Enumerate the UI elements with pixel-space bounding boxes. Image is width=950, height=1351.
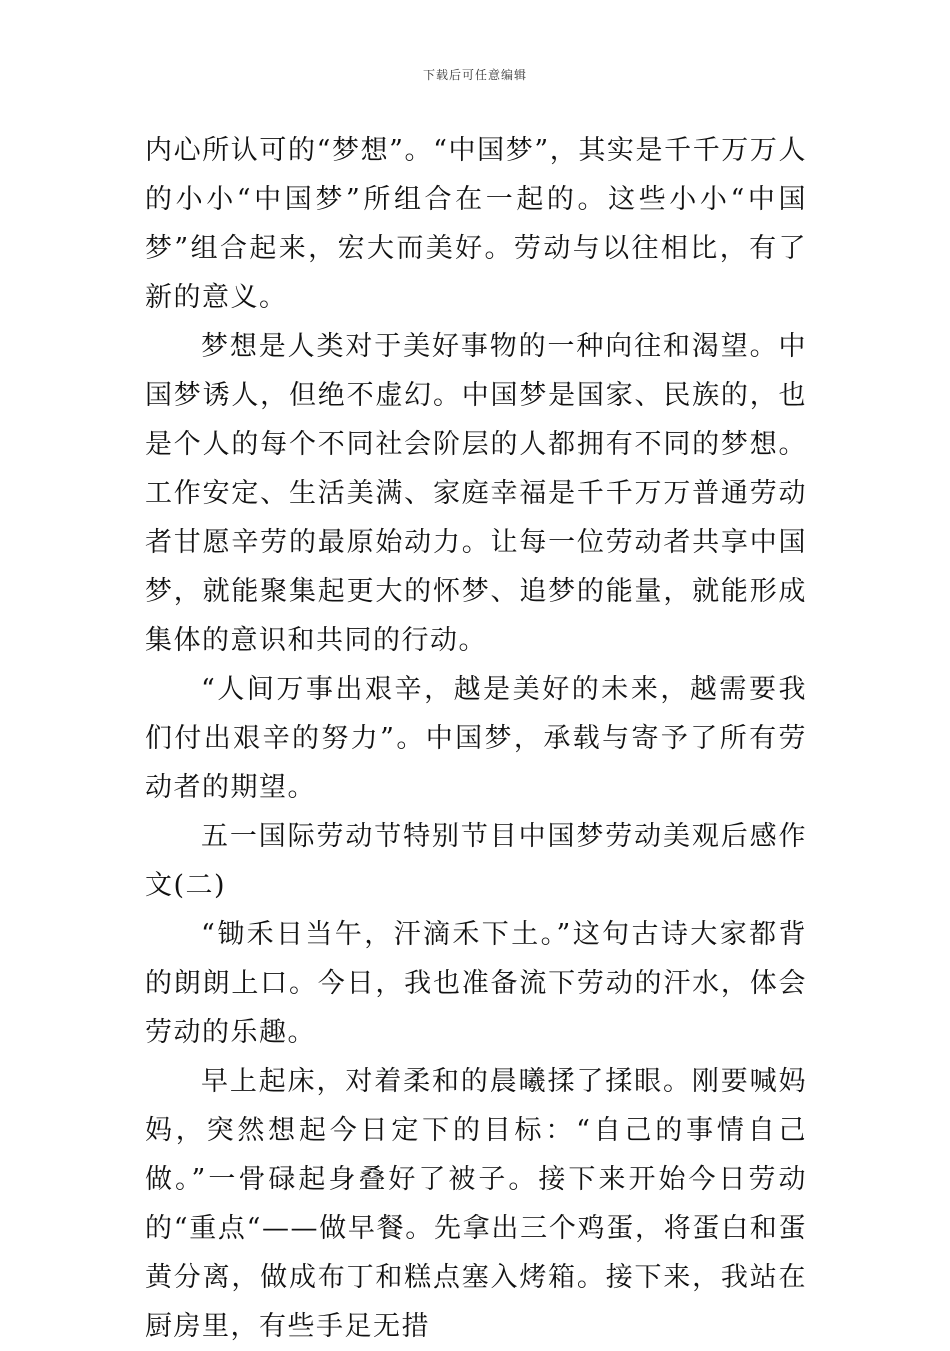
paragraph-2: 梦想是人类对于美好事物的一种向往和渴望。中国梦诱人，但绝不虚幻。中国梦是国家、民族的，也是个人的每个不同社会阶层的人都拥有不同的梦想。工作安定、生活美满、家庭幸福是千千万万普通劳动者甘愿辛劳的最原始动力。让每一位劳动者共享中国梦，就能聚集起更大的怀梦、追梦的能量，就能形成集体的意识和共同的行动。 <box>145 331 807 656</box>
page-header: 下载后可任意编辑 <box>422 68 527 82</box>
paragraph-3: “人间万事出艰辛，越是美好的未来，越需要我们付出艰辛的努力”。中国梦，承载与寄予了所有劳动者的期望。 <box>145 674 807 803</box>
paragraph-1: 内心所认可的“梦想”。“中国梦”，其实是千千万万人的小小“中国梦”所组合在一起的。这些小小“中国梦”组合起来，宏大而美好。劳动与以往相比，有了新的意义。 <box>145 135 807 313</box>
section-heading: 五一国际劳动节特别节目中国梦劳动美观后感作文(二) <box>145 821 807 901</box>
paragraph-5: 早上起床，对着柔和的晨曦揉了揉眼。刚要喊妈妈，突然想起今日定下的目标：“自己的事情自己做。”一骨碌起身叠好了被子。接下来开始今日劳动的“重点“——做早餐。先拿出三个鸡蛋，将蛋白和蛋黄分离，做成布丁和糕点塞入烤箱。接下来，我站在厨房里，有些手足无措 <box>145 1066 807 1342</box>
paragraph-4: “锄禾日当午，汗滴禾下土。”这句古诗大家都背的朗朗上口。今日，我也准备流下劳动的汗水，体会劳动的乐趣。 <box>145 919 807 1048</box>
document-body <box>145 126 807 1351</box>
